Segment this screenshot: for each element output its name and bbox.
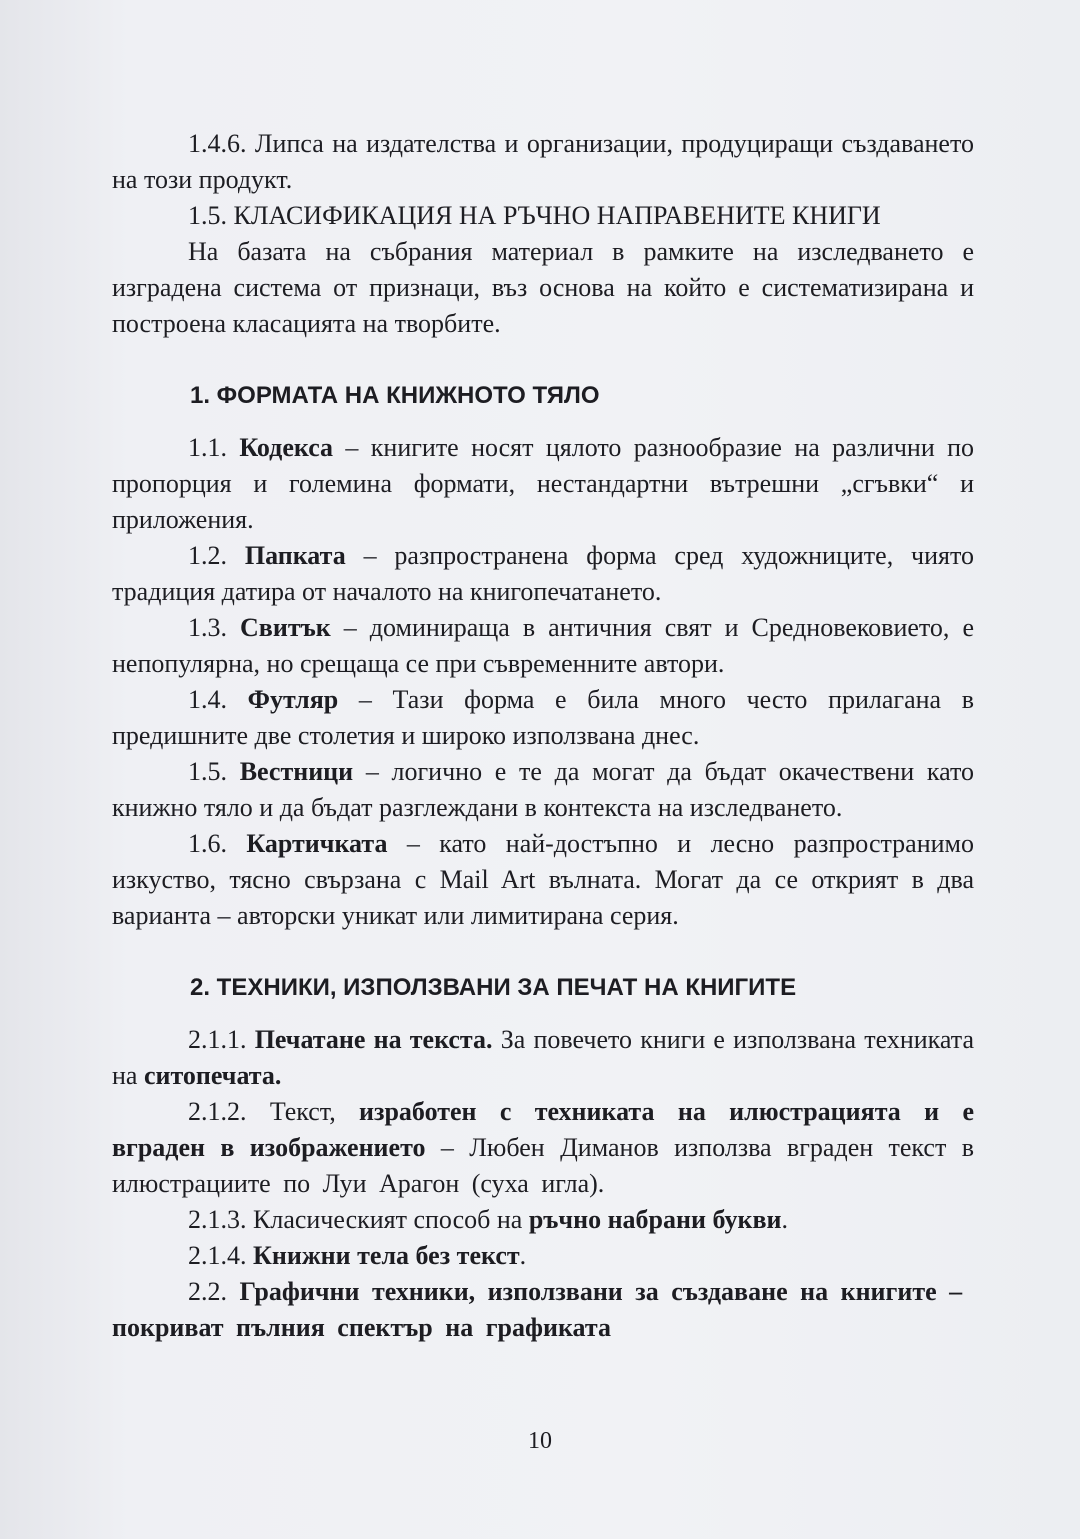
term-graphic-techniques: Графични техники, използвани за създаване на книгите – покриват пълния спектър на графиката <box>112 1277 963 1342</box>
page-body <box>112 126 974 1346</box>
term-newspapers: Вестници <box>239 757 354 786</box>
term-text-printing: Печатане на текста. <box>254 1025 493 1054</box>
item-1-5-newspapers: 1.5. Вестници – логично е те да могат да бъдат окачествени като книжно тяло и да бъдат разглеждани в контекста на изследването. <box>112 757 975 822</box>
item-2-1-4: 2.1.4. Книжни тела без текст. <box>188 1241 527 1270</box>
item-2-1-1: 2.1.1. Печатане на текста. За повечето книги е използвана техниката на ситопечата. <box>112 1025 974 1090</box>
term-screen-printing: ситопечата. <box>143 1061 282 1090</box>
term-codex: Кодекса <box>239 433 334 462</box>
item-1-3-scroll: 1.3. Свитък – доминираща в античния свят и Средновековието, е непопулярна, но срещаща се при съвременните автори. <box>112 613 975 678</box>
page-number: 10 <box>528 1428 552 1454</box>
item-1-4-case: 1.4. Футляр – Тази форма е била много често прилагана в предишните две столетия и широко използвана днес. <box>112 685 974 750</box>
item-1-6-postcard: 1.6. Картичката – като най-достъпно и лесно разпространимо изкуство, тясно свързана с Mail Art вълната. Могат да се открият в два варианта – авторски уникат или лимитирана серия. <box>112 829 974 930</box>
heading-book-body-form: 1. ФОРМАТА НА КНИЖНОТО ТЯЛО <box>190 382 600 409</box>
term-case: Футляр <box>247 685 339 714</box>
term-postcard: Картичката <box>246 829 388 858</box>
item-2-1-2: 2.1.2. Текст, изработен с техниката на илюстрацията и е вграден в изображението – Любен Диманов използва вграден текст в илюстрациите по Луи Арагон (суха игла). <box>112 1097 974 1198</box>
item-2-1-3: 2.1.3. Класическият способ на ръчно набрани букви. <box>188 1205 788 1234</box>
term-embedded-text: изработен с техниката на илюстрацията и е вграден в изображението <box>112 1097 974 1162</box>
paragraph-intro: На базата на събрания материал в рамките на изследването е изградена система от признаци, въз основа на който е систематизирана и построена класацията на творбите. <box>112 237 974 338</box>
item-2-2: 2.2. Графични техники, използвани за създаване на книгите – покриват пълния спектър на графиката <box>112 1277 963 1342</box>
term-scroll: Свитък <box>240 613 331 642</box>
paragraph-1-4-6: 1.4.6. Липса на издателства и организации, продуциращи създаването на този продукт. <box>112 129 974 194</box>
term-folder: Папката <box>244 541 346 570</box>
section-heading-1-5: 1.5. КЛАСИФИКАЦИЯ НА РЪЧНО НАПРАВЕНИТЕ КНИГИ <box>188 201 881 230</box>
heading-printing-techniques: 2. ТЕХНИКИ, ИЗПОЛЗВАНИ ЗА ПЕЧАТ НА КНИГИТЕ <box>190 974 797 1001</box>
item-1-1-codex: 1.1. Кодекса – книгите носят цялото разнообразие на различни по пропорция и големина формати, нестандартни вътрешни „сгъвки“ и приложения. <box>112 433 975 534</box>
item-1-2-folder: 1.2. Папката – разпространена форма сред художниците, чиято традиция датира от началото на книгопечатането. <box>112 541 974 606</box>
term-bodies-without-text: Книжни тела без текст <box>253 1241 520 1270</box>
term-hand-set-letters: ръчно набрани букви <box>528 1205 782 1234</box>
